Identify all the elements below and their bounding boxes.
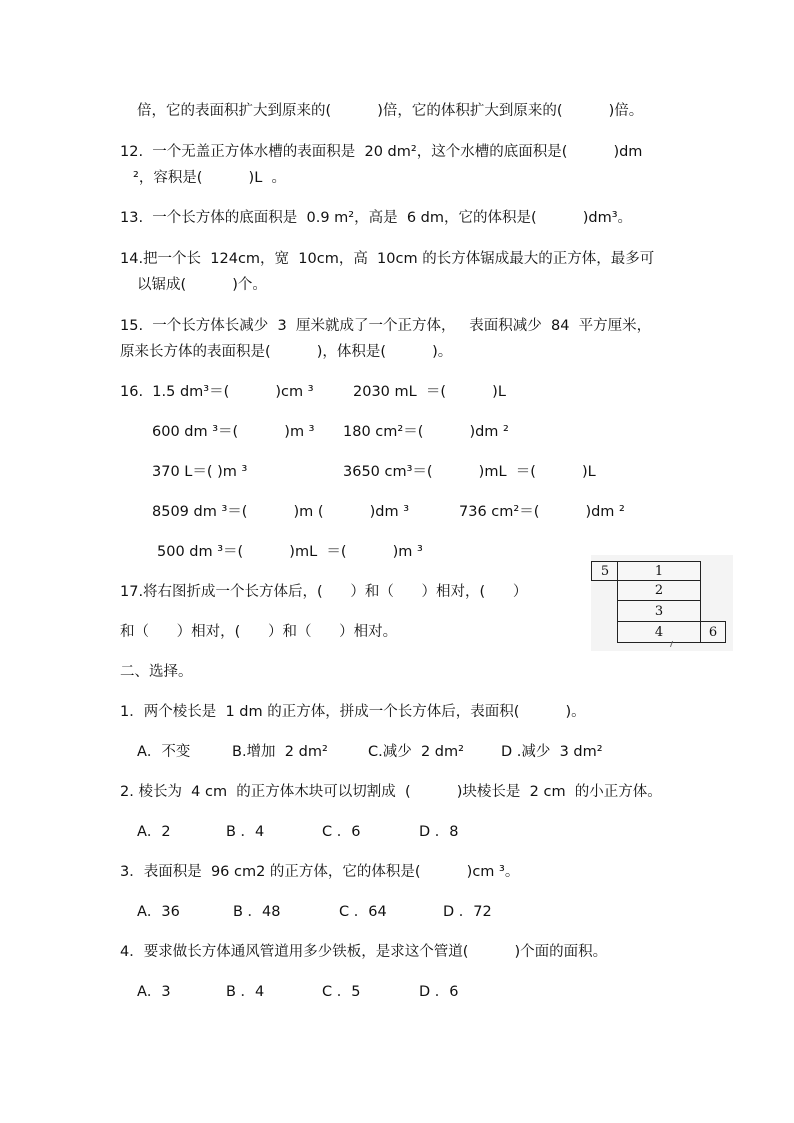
- q14-line-1: 14.把一个长 124cm，宽 10cm，高 10cm 的长方体锯成最大的正方体，最多可: [120, 251, 655, 267]
- net-face-4: 4: [617, 621, 701, 643]
- section-title: 二、选择。: [120, 664, 193, 680]
- mc-q2-stem: 2. 棱长为 4 cm 的正方体木块可以切割成 ( )块棱长是 2 cm 的小正方体。: [120, 784, 662, 800]
- mc-q4-stem: 4．要求做长方体通风管道用多少铁板，是求这个管道( )个面的面积。: [120, 944, 608, 960]
- q16-item-9: 500 dm ³＝( )mL ＝( )m ³: [157, 544, 423, 560]
- mc-q3-stem: 3．表面积是 96 cm2 的正方体，它的体积是( )cm ³。: [120, 864, 520, 880]
- cuboid-net-figure: [591, 555, 733, 651]
- mc-q3-option-d: D ．72: [443, 904, 492, 920]
- q16-item-8: 736 cm²＝( )dm ²: [459, 504, 625, 520]
- net-face-2: 2: [617, 580, 701, 601]
- q16-item-5: 370 L＝( )m ³: [152, 464, 248, 480]
- net-face-3: 3: [617, 600, 701, 622]
- q12-line-1: 12. 一个无盖正方体水槽的表面积是 20 dm²，这个水槽的底面积是( )dm: [120, 144, 643, 160]
- q13-line: 13. 一个长方体的底面积是 0.9 m²，高是 6 dm，它的体积是( )dm³。: [120, 210, 633, 226]
- q16-item-2: 2030 mL ＝( )L: [353, 384, 506, 400]
- mc-q1-option-c: C.减少 2 dm²: [368, 744, 464, 760]
- q17-line-2: 和（ ）相对，( ）和（ ）相对。: [120, 624, 398, 640]
- mc-q2-option-b: B ．4: [226, 824, 265, 840]
- mc-q1-stem: 1．两个棱长是 1 dm 的正方体，拼成一个长方体后，表面积( )。: [120, 704, 586, 720]
- q15-line-2: 原来长方体的表面积是( )，体积是( )。: [120, 344, 453, 360]
- q15-line-1: 15. 一个长方体长减少 3 厘米就成了一个正方体， 表面积减少 84 平方厘米，: [120, 318, 652, 334]
- mc-q4-option-a: A．3: [137, 984, 171, 1000]
- q11-continued-line: 倍，它的表面积扩大到原来的( )倍，它的体积扩大到原来的( )倍。: [137, 103, 644, 119]
- q16-item-1: 16. 1.5 dm³＝( )cm ³: [120, 384, 314, 400]
- scan-mark: [670, 641, 676, 647]
- mc-q3-option-b: B ．48: [233, 904, 281, 920]
- net-face-5: 5: [591, 561, 619, 581]
- q16-item-7: 8509 dm ³＝( )m ( )dm ³: [152, 504, 410, 520]
- mc-q1-option-b: B.增加 2 dm²: [232, 744, 328, 760]
- q16-item-4: 180 cm²＝( )dm ²: [343, 424, 509, 440]
- mc-q2-option-d: D ．8: [419, 824, 459, 840]
- mc-q1-option-d: D .减少 3 dm²: [501, 744, 603, 760]
- net-face-6: 6: [700, 621, 726, 643]
- net-face-1: 1: [617, 561, 701, 581]
- mc-q2-option-c: C ．6: [322, 824, 361, 840]
- mc-q1-option-a: A．不变: [137, 744, 191, 760]
- q16-item-6: 3650 cm³＝( )mL ＝( )L: [343, 464, 596, 480]
- q16-item-3: 600 dm ³＝( )m ³: [152, 424, 315, 440]
- q17-line-1: 17.将右图折成一个长方体后，( ）和（ ）相对，( ）: [120, 584, 528, 600]
- mc-q3-option-c: C ．64: [339, 904, 387, 920]
- q12-line-2: ²，容积是( )L 。: [133, 170, 287, 186]
- mc-q4-option-c: C ．5: [322, 984, 361, 1000]
- mc-q4-option-d: D ．6: [419, 984, 459, 1000]
- mc-q3-option-a: A．36: [137, 904, 180, 920]
- q14-line-2: 以锯成( )个。: [137, 277, 267, 293]
- mc-q2-option-a: A．2: [137, 824, 171, 840]
- mc-q4-option-b: B ．4: [226, 984, 265, 1000]
